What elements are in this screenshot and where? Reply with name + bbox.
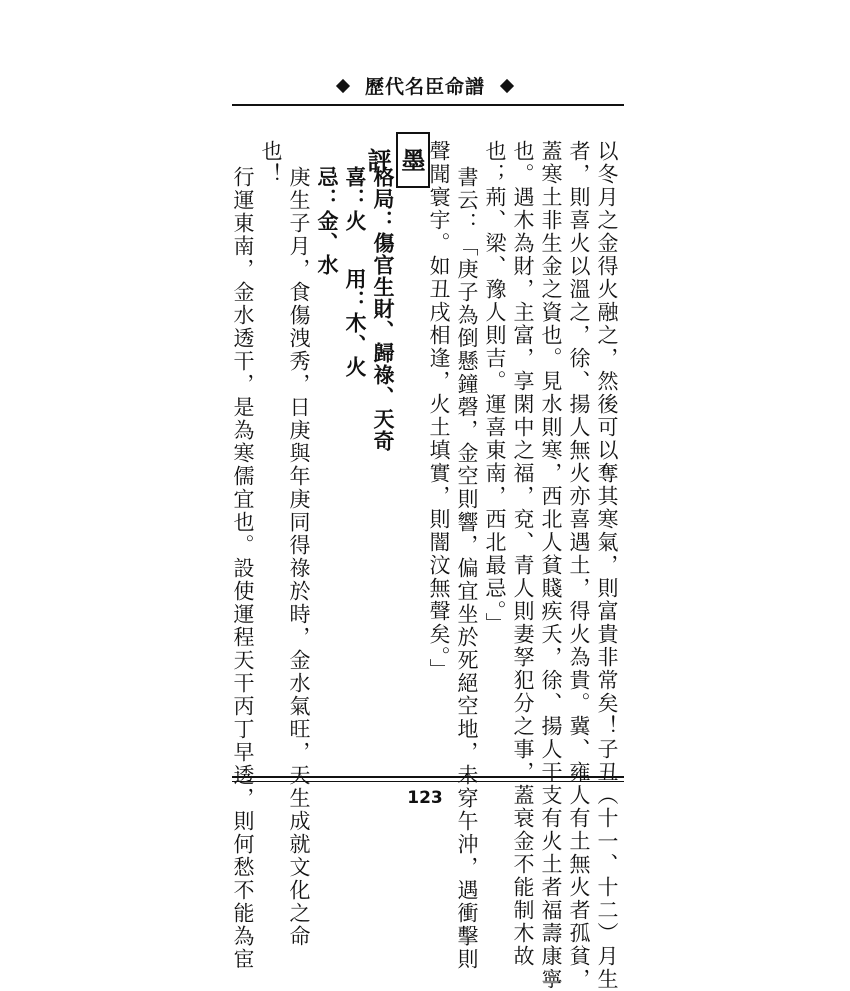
book-title: 歷代名臣命譜	[364, 76, 485, 98]
diamond-ornament-icon	[500, 79, 514, 93]
diamond-ornament-icon	[336, 79, 350, 93]
useful-line: 用：木、火	[343, 268, 367, 378]
analysis-column: 庚生子月，食傷洩秀，日庚與年庚同得祿於時，金水氣旺，天生成就文化之命	[287, 166, 311, 948]
footer-rule	[232, 781, 624, 782]
page-number: 123	[407, 788, 443, 808]
text-column: 也；荊、梁、豫人則吉。運喜東南，西北最忌。」	[483, 140, 507, 636]
text-column: 行運東南，金水透干，是為寒儒宜也。設使運程天干丙丁早透，則何愁不能為宦	[231, 166, 255, 971]
text-column: 也。遇木為財，主富，享閑中之福，兗、青人則妻孥犯分之事，蓋衰金不能制木故	[511, 140, 535, 968]
text-column: 也！	[259, 140, 283, 186]
footer-rule	[232, 776, 624, 778]
text-column: 聲聞寰宇。如丑戌相逢，火土填實，則闇汶無聲矣。」	[427, 140, 451, 682]
text-column: 書云：「庚子為倒懸鐘磬，金空則響，偏宜坐於死絕空地，未穿午沖，遇衝擊則	[455, 166, 479, 971]
text-column: 蓋寒土非生金之資也。見水則寒，西北人貧賤疾夭，徐、揚人干支有火土者福壽康寧	[539, 140, 563, 991]
likes-line: 喜：火	[343, 166, 367, 232]
avoid-line: 忌：金、水	[315, 166, 339, 276]
commentary-label: 墨評	[396, 132, 430, 188]
pattern-line: 格局：傷官生財、歸祿、天奇	[371, 166, 395, 452]
page-header	[0, 74, 850, 100]
text-column: 者，則喜火以溫之，徐、揚人無火亦喜遇土，得火為貴。冀、雍人有土無火者孤貧，	[567, 140, 591, 991]
header-rule	[232, 104, 624, 106]
text-column: 以冬月之金得火融之，然後可以奪其寒氣，則富貴非常矣！子丑（十一、十二）月生	[595, 140, 619, 991]
